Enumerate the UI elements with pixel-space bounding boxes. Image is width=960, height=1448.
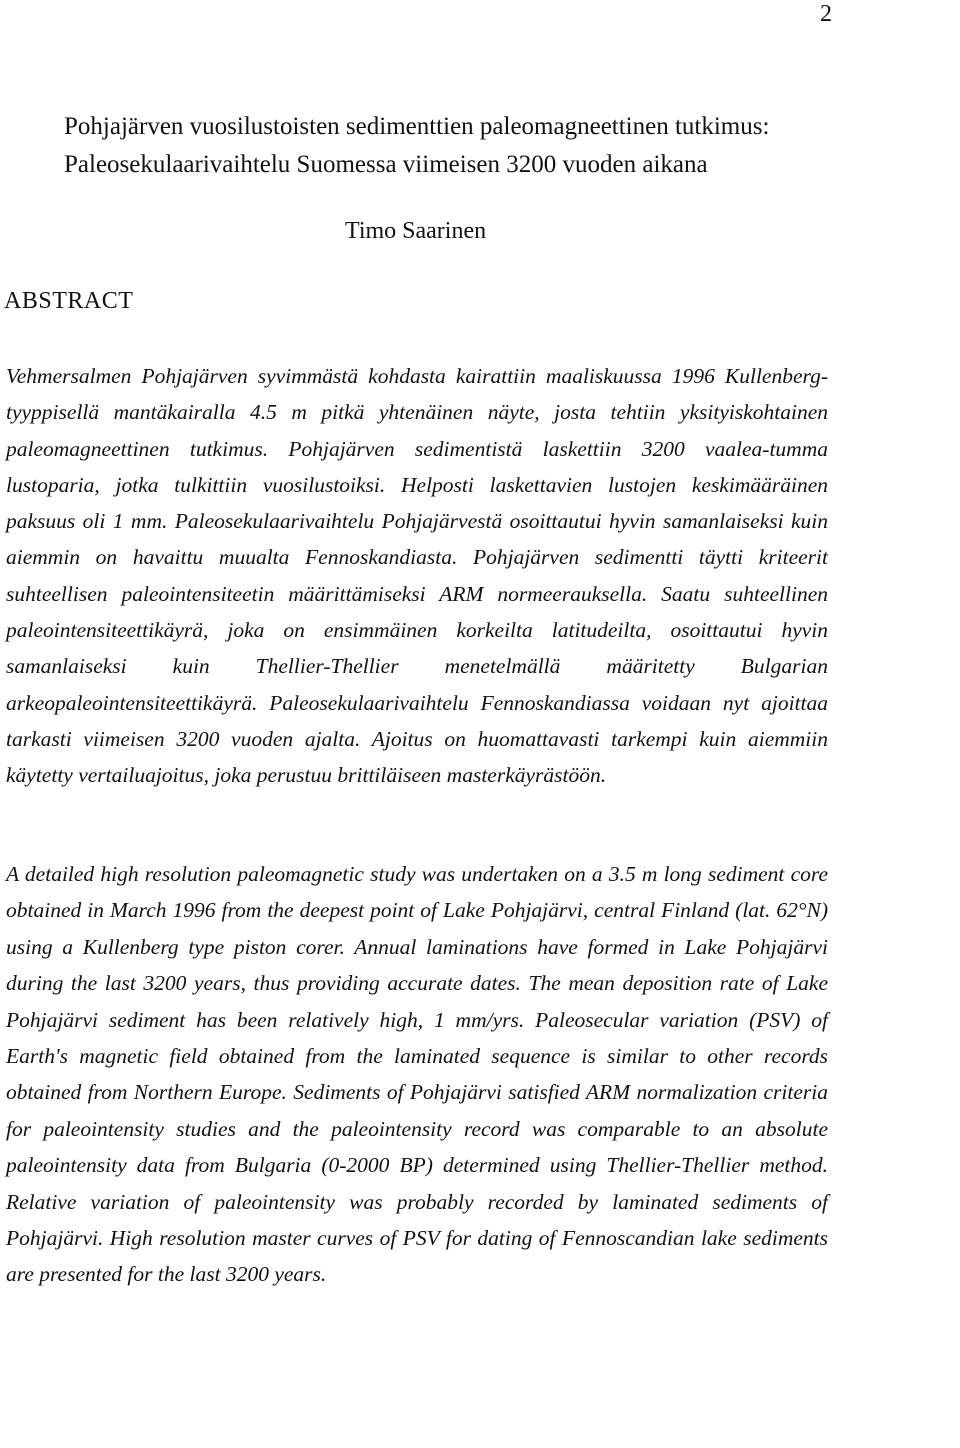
title-line-1: Pohjajärven vuosilustoisten sedimenttien paleomagneettinen tutkimus: <box>64 113 770 140</box>
abstract-heading: ABSTRACT <box>4 288 134 314</box>
author-name: Timo Saarinen <box>345 218 487 244</box>
abstract-english-paragraph: A detailed high resolution paleomagnetic study was undertaken on a 3.5 m long sediment core obtained in March 1996 from the deepest point of Lake Pohjajärvi, central Finland (lat. 62°N) using a Kullenberg type piston corer. Annual laminations have formed in Lake Pohjajärvi during the last 3200 years, thus providing accurate dates. The mean deposition rate of Lake Pohjajärvi sediment has been relatively high, 1 mm/yrs. Paleosecular variation (PSV) of Earth's magnetic field obtained from the laminated sequence is similar to other records obtained from Northern Europe. Sediments of Pohjajärvi satisfied ARM normalization criteria for paleointensity studies and the paleointensity record was comparable to an absolute paleointensity data from Bulgaria (0-2000 BP) determined using Thellier-Thellier method. Relative variation of paleointensity was probably recorded by laminated sediments of Pohjajärvi. High resolution master curves of PSV for dating of Fennoscandian lake sediments are presented for the last 3200 years. <box>6 862 828 1287</box>
page-number: 2 <box>820 1 832 27</box>
abstract-finnish-paragraph: Vehmersalmen Pohjajärven syvimmästä kohdasta kairattiin maaliskuussa 1996 Kullenberg-tyyppisellä mantäkairalla 4.5 m pitkä yhtenäinen näyte, josta tehtiin yksityiskohtainen paleomagneettinen tutkimus. Pohjajärven sedimentistä laskettiin 3200 vaalea-tumma lustoparia, jotka tulkittiin vuosilustoiksi. Helposti laskettavien lustojen keskimääräinen paksuus oli 1 mm. Paleosekulaarivaihtelu Pohjajärvestä osoittautui hyvin samanlaiseksi kuin aiemmin on havaittu muualta Fennoskandiasta. Pohjajärven sedimentti täytti kriteerit suhteellisen paleointensiteetin määrittämiseksi ARM normeerauksella. Saatu suhteellinen paleointensiteettikäyrä, joka on ensimmäinen korkeilta latitudeilta, osoittautui hyvin samanlaiseksi kuin Thellier-Thellier menetelmällä määritetty Bulgarian arkeopaleointensiteettikäyrä. Paleosekulaarivaihtelu Fennoskandiassa voidaan nyt ajoittaa tarkasti viimeisen 3200 vuoden ajalta. Ajoitus on huomattavasti tarkempi kuin aiemmiin käytetty vertailuajoitus, joka perustuu brittiläiseen masterkäyrästöön. <box>6 364 828 788</box>
document-title <box>64 108 884 184</box>
title-line-2: Paleosekulaarivaihtelu Suomessa viimeisen 3200 vuoden aikana <box>64 151 708 178</box>
